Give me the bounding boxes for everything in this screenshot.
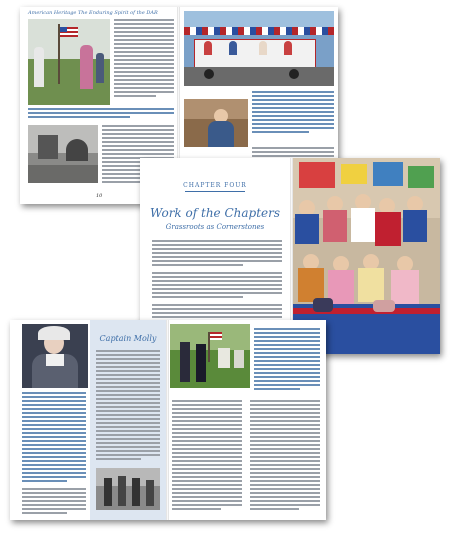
chapter-body-1: [152, 240, 282, 268]
spread-top-page-left: 10: [96, 193, 103, 199]
sidebar-title: Captain Molly: [99, 334, 157, 343]
photo-cemetery-ceremony: [170, 324, 250, 388]
sidebar-panel: [90, 320, 166, 520]
chapter-rule: [185, 191, 245, 192]
photo-historic-bw: [28, 125, 98, 183]
spread-top-col1: [114, 19, 174, 99]
spread-bottom-gutter: [166, 320, 169, 520]
photo-flag-ceremony: [28, 19, 110, 105]
spread-bottom-left-body: [22, 488, 86, 516]
photo-bw-group: [96, 468, 160, 510]
portrait-caption: [22, 392, 86, 484]
ceremony-caption: [254, 328, 320, 392]
spread-bottom-col-a: [172, 400, 242, 512]
photo-portrait-painting: [22, 324, 88, 388]
chapter-subtitle: Grassroots as Cornerstones: [165, 223, 265, 231]
chapter-body-2: [152, 272, 282, 300]
spread-top-caption-1: [28, 108, 174, 120]
photo-parade-float: [184, 11, 334, 86]
sidebar-body: [96, 350, 160, 462]
chapter-title: Work of the Chapters: [149, 206, 281, 220]
chapter-kicker: CHAPTER FOUR: [183, 182, 247, 189]
photo-woman-desk: [184, 99, 248, 147]
spread-bottom-col-b: [250, 400, 320, 512]
spread-top-caption-2: [252, 91, 334, 135]
spread-bottom: [10, 320, 326, 520]
spread-top-header: American Heritage The Enduring Spirit of the DAR: [28, 10, 158, 16]
